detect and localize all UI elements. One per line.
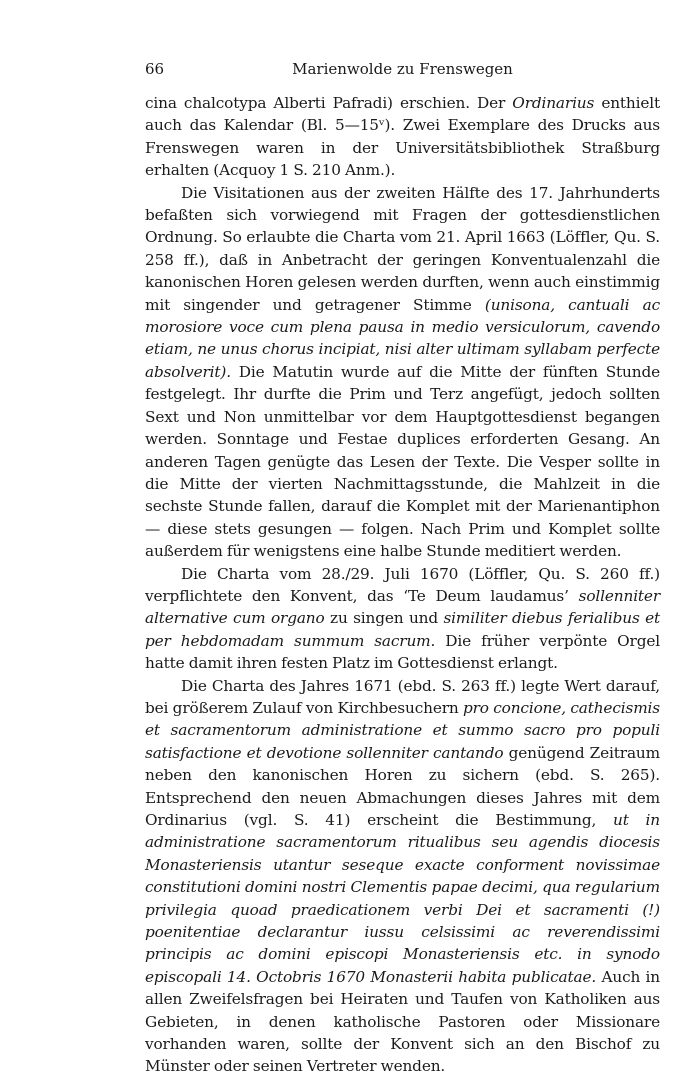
text-run: Die früher verpönte Orgel hatte damit ihren festen Platz im Gottesdienst erlangt. [145, 631, 660, 673]
italic-latin-text: Ordinarius [512, 94, 595, 112]
text-run: genügend Zeitraum neben den kanonischen Horen zu sichern (ebd. S. 265). Entsprechend den neuen Abmachungen dieses Jahres mit dem Ordinarius (vgl. S. 41) erscheint die Bestimmung, [145, 743, 660, 829]
paragraph [145, 92, 660, 182]
paragraph [145, 563, 660, 675]
text-run: Die Charta vom 28./29. Juli 1670 (Löffler, Qu. S. 260 ff.) verpflichtete den Konvent, das ‘Te Deum laudamus’ [145, 564, 660, 605]
italic-latin-text: sollenniter alternative cum organo [145, 586, 660, 628]
running-title: Marienwolde zu Frenswegen [292, 60, 513, 78]
italic-latin-text: ut in administratione sacramentorum ritualibus seu agendis diocesis Monasteriensis utantur seseque exacte conforment novissimae constitutioni domini nostri Clementis papae decimi, qua regularium privilegia quoad praedicationem verbi Dei et sacramenti (!) poenitentiae declarantur iussu celsissimi ac reverendissimi principis ac domini episcopi Monasteriensis etc. in synodo episcopali 14. Octobris 1670 Monasterii habita publicatae. [145, 811, 660, 986]
italic-latin-text: (unisona, cantuali ac morosiore voce cum plena pausa in medio versiculorum, cavendo etiam, ne unus chorus incipiat, nisi alter ultimam syllabam perfecte absolverit). [145, 295, 660, 381]
text-run: Die Charta des Jahres 1671 (ebd. S. 263 ff.) legte Wert darauf, bei größerem Zulauf von Kirchbesuchern [145, 676, 660, 717]
text-run: Die Visitationen aus der zweiten Hälfte des 17. Jahrhunderts befaßten sich vorwiegend mit Fragen der gottesdienstlichen Ordnung. So erlaubte die Charta vom 21. April 1663 (Löffler, Qu. S. 258 ff.), daß in Anbetracht der geringen Konventualenzahl die kanonischen Horen gelesen werden durften, wenn auch einstimmig mit singender und getragener Stimme [145, 183, 660, 314]
page-header [145, 60, 660, 84]
text-run: zu singen und [324, 609, 444, 628]
text-run: Die Matutin wurde auf die Mitte der fünften Stunde festgelegt. Ihr durfte die Prim und Terz angefügt, jedoch sollten Sext und Non unmittelbar vor dem Hauptgottesdienst begangen werden. Sonntage und Festae duplices erforderten Gesang. An anderen Tagen genügte das Lesen der Texte. Die Vesper sollte in die Mitte der vierten Nachmittagsstunde, die Mahlzeit in die sechste Stunde fallen, darauf die Komplet mit der Marienantiphon — diese stets gesungen — folgen. Nach Prim und Komplet sollte außerdem für wenigstens eine halbe Stunde meditiert werden. [145, 362, 660, 561]
text-run: enthielt auch das Kalendar (Bl. 5—15ᵛ). Zwei Exemplare des Drucks aus Frenswegen waren in der Universitätsbibliothek Straßburg erhalten (Acquoy 1 S. 210 Anm.). [145, 94, 661, 180]
italic-latin-text: similiter diebus ferialibus et per hebdomadam summum sacrum. [145, 609, 661, 650]
page-number: 66 [145, 60, 165, 78]
text-run: Auch in allen Zweifelsfragen bei Heiraten und Taufen von Katholiken aus Gebieten, in denen katholische Pastoren oder Missionare vorhanden waren, sollte der Konvent sich an den Bischof zu Münster oder seinen Vertreter wenden. [145, 967, 661, 1076]
text-run: cina chalcotypa Alberti Pafradi) erschien. Der [145, 94, 513, 112]
italic-latin-text: pro concione, cathecismis et sacramentorum administratione et summo sacro pro populi satisfactione et devotione sollenniter cantando [145, 698, 660, 762]
body-text [145, 92, 660, 1078]
paragraph [145, 182, 660, 563]
paragraph [145, 675, 660, 1078]
